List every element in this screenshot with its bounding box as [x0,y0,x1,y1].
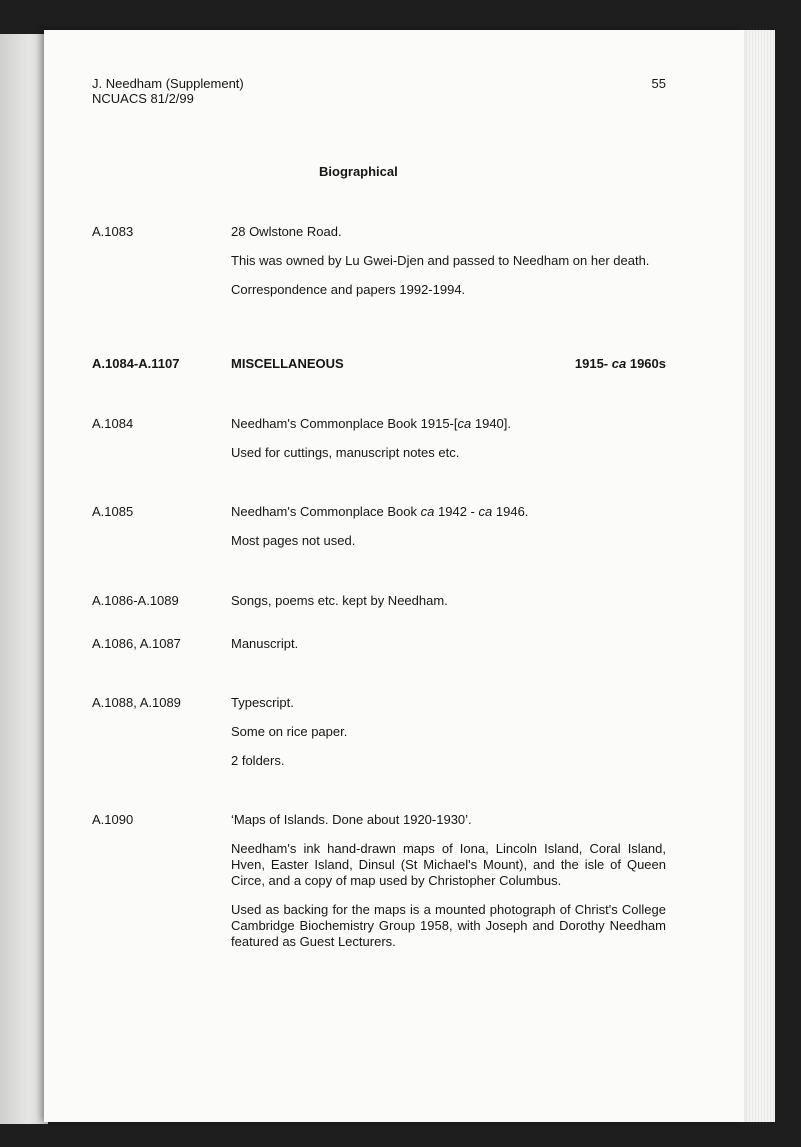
entry-note-a1083-2: Correspondence and papers 1992-1994. [231,282,466,297]
entry-title-a1090: ‘Maps of Islands. Done about 1920-1930’. [231,812,472,827]
entry-ref-a1086-1089: A.1086-A.1089 [92,593,179,608]
page-number: 55 [651,76,666,91]
entry-ref-a1084: A.1084 [92,416,134,431]
entry-title-a1086-1089: Songs, poems etc. kept by Needham. [231,593,448,608]
entry-title-a1084: Needham's Commonplace Book 1915-[ca 1940]. [231,416,512,431]
entry-title-a1083: 28 Owlstone Road. [231,224,342,239]
entry-ref-a1086-1087: A.1086, A.1087 [92,636,181,651]
series-date-misc: 1915- ca 1960s [574,356,666,371]
entry-ref-a1090: A.1090 [92,812,134,827]
collection-title: J. Needham (Supplement) [92,76,244,91]
entry-title-a1088-1089: Typescript. [231,695,294,710]
entry-note-a1090-2: Used as backing for the maps is a mounted photograph of Christ's College Cambridge Biochemistry Group 1958, with Joseph and Dorothy Needham featured as Guest Lecturers. [231,902,666,949]
entry-title-a1085: Needham's Commonplace Book ca 1942 - ca 1946. [231,504,529,519]
entry-ref-a1088-1089: A.1088, A.1089 [92,695,181,710]
entry-note-a1084-1: Used for cuttings, manuscript notes etc. [231,445,460,460]
entry-ref-a1085: A.1085 [92,504,134,519]
collection-reference: NCUACS 81/2/99 [92,91,194,106]
section-title: Biographical [319,164,398,179]
series-title-misc: MISCELLANEOUS [231,356,344,371]
left-page-margin [0,34,48,1124]
document-page [44,30,744,1122]
series-ref-misc: A.1084-A.1107 [92,356,180,371]
entry-note-a1088-1089-2: 2 folders. [231,753,285,768]
entry-note-a1088-1089-1: Some on rice paper. [231,724,348,739]
entry-ref-a1083: A.1083 [92,224,134,239]
entry-note-a1083-1: This was owned by Lu Gwei-Djen and passed to Needham on her death. [231,253,650,268]
entry-note-a1090-1: Needham's ink hand-drawn maps of Iona, Lincoln Island, Coral Island, Hven, Easter Island, Dinsul (St Michael's Mount), and the isle of Queen Circe, and a copy of map used by Christopher Columbus. [231,841,666,888]
entry-note-a1085-1: Most pages not used. [231,533,356,548]
entry-title-a1086-1087: Manuscript. [231,636,299,651]
